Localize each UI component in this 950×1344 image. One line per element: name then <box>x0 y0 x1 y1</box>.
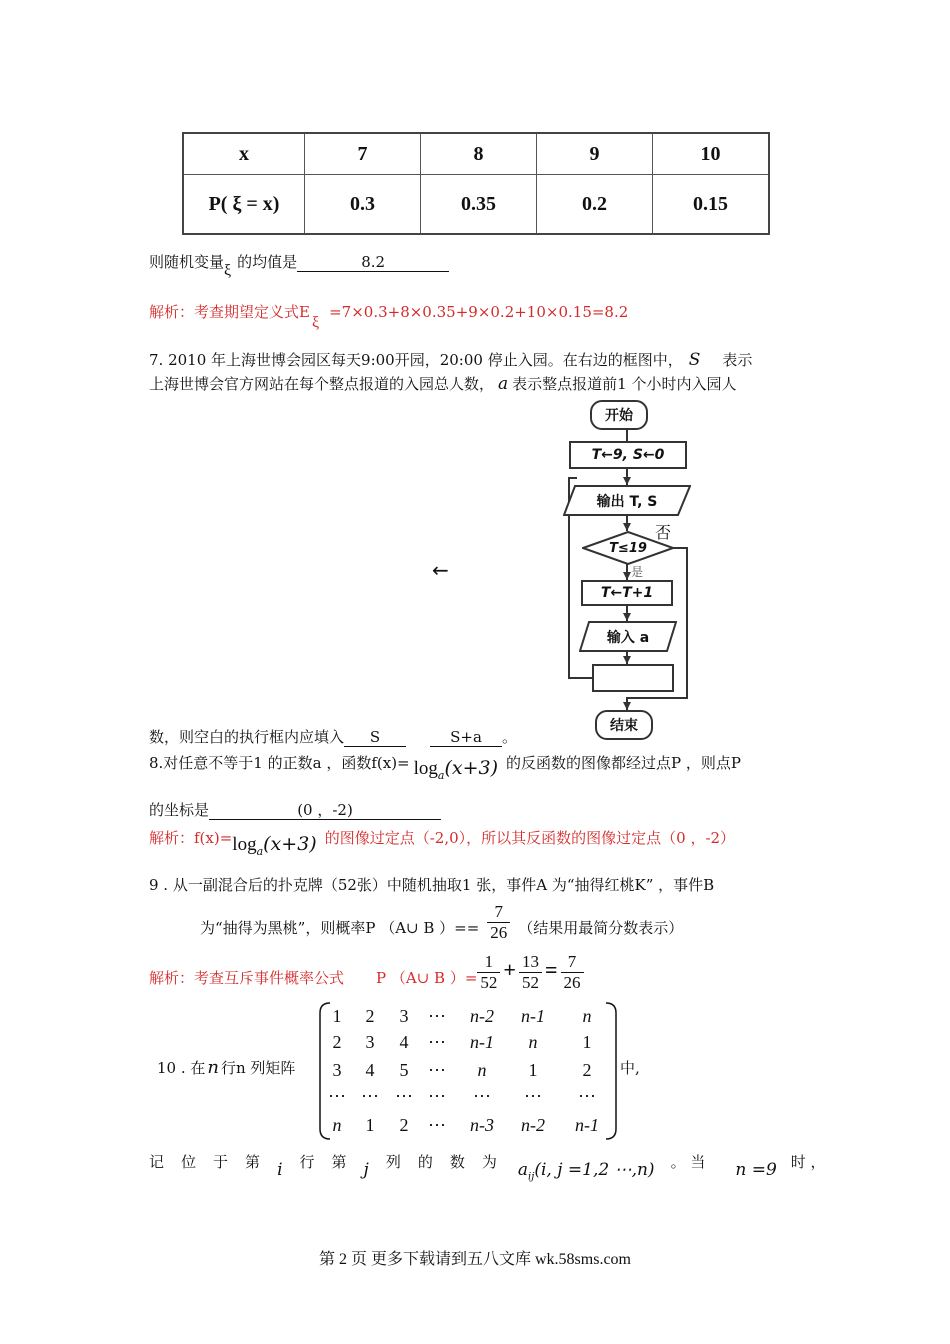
q9-line-2 <box>200 902 683 943</box>
q8-analysis-log-base: a <box>256 844 264 858</box>
flowchart-end: 结束 <box>595 710 653 740</box>
q9-analysis <box>149 952 584 993</box>
matrix-cell: 4 <box>399 1032 409 1052</box>
matrix-cell: ⋯ <box>428 1115 446 1135</box>
matrix-cell: n <box>528 1032 538 1052</box>
q9-plus: + <box>503 956 516 982</box>
q9-fraction-2 <box>519 952 542 993</box>
table-cell-p: 0.3 <box>305 175 421 235</box>
q9-f2-num: 13 <box>519 952 542 973</box>
matrix-cell: n <box>477 1060 487 1080</box>
q8-line-1 <box>149 752 741 780</box>
q9-line2-text: 为“抽得为黑桃”，则概率P （A∪ B ）== <box>200 918 480 937</box>
matrix-cell: n-1 <box>470 1032 494 1052</box>
table-cell-p: 0.2 <box>537 175 653 235</box>
matrix-cell: n-1 <box>575 1115 599 1135</box>
q9-equals: = <box>544 956 558 982</box>
q8-analysis-log-arg: (x+3) <box>263 833 317 855</box>
q9-f2-den: 52 <box>521 973 539 992</box>
q7-line-2 <box>149 374 736 394</box>
flowchart-blank-box <box>592 664 674 692</box>
q9-analysis-formula: P （A∪ B ）= <box>376 968 478 987</box>
q10-line-1 <box>157 1058 295 1078</box>
matrix-cell: ⋯ <box>361 1086 379 1106</box>
q9-f3-num: 7 <box>561 952 584 973</box>
q9-answer-fraction <box>487 902 510 943</box>
flowchart-input: 输入 a <box>606 629 650 646</box>
table-cell-x: 7 <box>305 133 421 175</box>
q7-line-1 <box>149 350 752 370</box>
q10-aij: a <box>517 1160 529 1180</box>
q6-analysis-formula: =7×0.3+8×0.35+9×0.2+10×0.15=8.2 <box>329 303 629 321</box>
matrix-cell: n-1 <box>521 1006 545 1026</box>
q6-analysis-prefix: 解析：考查期望定义式E <box>149 303 310 321</box>
flowchart-output: 输出 T, S <box>596 493 658 510</box>
q10-word: 行 <box>299 1153 315 1171</box>
q9-f1-den: 52 <box>480 973 498 992</box>
table-row-x <box>183 133 769 175</box>
q10-word: 时 ， <box>790 1153 826 1171</box>
matrix-cell: 2 <box>332 1032 342 1052</box>
matrix-cell: 2 <box>399 1115 409 1135</box>
q9-line2-end: （结果用最简分数表示） <box>518 918 684 937</box>
q10-word: 的 <box>417 1153 433 1171</box>
q8-line-2 <box>149 800 441 820</box>
matrix-cell: ⋯ <box>428 1060 446 1080</box>
q8-analysis-log <box>232 833 317 858</box>
table-header-p: P( ξ = x) <box>183 175 305 235</box>
q6-answer: 8.2 <box>297 253 449 272</box>
q10-word: 数 <box>449 1153 465 1171</box>
q6-question-line <box>149 252 449 279</box>
matrix-cell: ⋯ <box>328 1086 346 1106</box>
matrix-cell: 4 <box>365 1060 375 1080</box>
q7-line2-end: 表示整点报道前1 个小时内入园人 <box>512 375 737 393</box>
q8-analysis-end: 的图像过定点（-2,0），所以其反函数的图像过定点（0 ，-2） <box>324 829 736 847</box>
matrix-cell: ⋯ <box>578 1086 596 1106</box>
q8-line2-text: 的坐标是 <box>149 801 210 819</box>
q8-analysis <box>149 827 736 858</box>
q10-word: 第 <box>331 1153 347 1171</box>
table-cell-x: 9 <box>537 133 653 175</box>
q8-line1-end: 的反函数的图像都经过点P ，则点P <box>506 754 741 772</box>
matrix-cell: 1 <box>582 1032 592 1052</box>
flowchart-yes-label: 是 <box>631 565 644 579</box>
probability-table <box>182 132 770 235</box>
table-header-x: x <box>183 133 305 175</box>
q8-log-expression <box>413 757 499 782</box>
table-cell-p: 0.15 <box>653 175 770 235</box>
q7-var-s: S <box>688 350 701 370</box>
q9-answer-num: 7 <box>487 902 510 923</box>
q10-word: 为 <box>481 1153 497 1171</box>
q10-word: 列 <box>385 1153 401 1171</box>
q9-fraction-3 <box>561 952 584 993</box>
matrix <box>312 1000 618 1142</box>
flowchart-start: 开始 <box>590 400 648 430</box>
q10-word: 。 当 <box>670 1153 706 1171</box>
left-arrow: ← <box>432 558 449 582</box>
matrix-cell: n-2 <box>521 1115 545 1135</box>
q10-n-equals: n =9 <box>735 1160 777 1180</box>
q7-line1-text: 7. 2010 年上海世博会园区每天9:00开园，20:00 停止入园。在右边的框图中， <box>149 351 683 369</box>
q7-line3-text: 数，则空白的执行框内应填入 <box>149 728 345 746</box>
matrix-cell: ⋯ <box>524 1086 542 1106</box>
q7-answer-sa: S+a <box>430 728 502 747</box>
flowchart-condition: T≤19 <box>609 540 647 556</box>
q6-analysis <box>149 302 629 331</box>
matrix-cell: n <box>582 1006 592 1026</box>
q10-word: 第 <box>245 1153 261 1171</box>
q8-analysis-text: 解析：f(x)= <box>149 829 233 847</box>
q9-analysis-text: 解析：考查互斥事件概率公式 <box>149 968 345 987</box>
q9-f3-den: 26 <box>563 973 581 992</box>
flowchart-no-label: 否 <box>655 523 672 542</box>
q7-line3-end: 。 <box>502 728 518 746</box>
q9-line-1: 9 . 从一副混合后的扑克牌（52张）中随机抽取1 张，事件A 为“抽得红桃K” ，事件B <box>149 876 715 894</box>
q10-var-n: n <box>207 1057 219 1078</box>
table-cell-p: 0.35 <box>421 175 537 235</box>
q10-aij-sub: ij <box>528 1171 535 1183</box>
q6-prefix: 则随机变量 <box>149 253 225 271</box>
table-cell-x: 10 <box>653 133 770 175</box>
q6-suffix: 的均值是 <box>237 253 298 271</box>
q10-mid-text: 行n 列矩阵 <box>221 1059 296 1077</box>
q9-answer-den: 26 <box>490 923 508 942</box>
matrix-cell: ⋯ <box>428 1086 446 1106</box>
q7-answer-s: S <box>344 728 406 747</box>
page-footer: 第 2 页 更多下载请到五八文库 wk.58sms.com <box>318 1251 631 1268</box>
matrix-cell: ⋯ <box>428 1032 446 1052</box>
q10-prefix: 10 . 在 <box>157 1059 206 1077</box>
matrix-cell: 1 <box>528 1060 538 1080</box>
q9-fraction-1 <box>477 952 500 993</box>
q10-line-2 <box>149 1152 826 1183</box>
matrix-cell: 2 <box>582 1060 592 1080</box>
matrix-cell: ⋯ <box>473 1086 491 1106</box>
matrix-cell: n-2 <box>470 1006 494 1026</box>
matrix-cell: 3 <box>332 1060 342 1080</box>
q10-var-j: j <box>363 1160 369 1180</box>
q6-analysis-xi: ξ <box>311 314 320 331</box>
q6-xi-symbol: ξ <box>224 262 232 279</box>
matrix-cell: 5 <box>399 1060 409 1080</box>
q10-word: 于 <box>213 1153 229 1171</box>
flowchart-increment: T←T+1 <box>581 580 673 606</box>
table-cell-x: 8 <box>421 133 537 175</box>
q8-log: log <box>413 758 438 779</box>
q10-var-i: i <box>277 1160 283 1180</box>
q10-word: 记 <box>149 1153 165 1171</box>
matrix-cell: ⋯ <box>428 1006 446 1026</box>
q10-aij-args: (i, j =1,2 ⋯,n) <box>534 1160 655 1180</box>
q10-aij-expression <box>517 1160 655 1183</box>
matrix-cell: n <box>332 1115 342 1135</box>
q9-f1-num: 1 <box>477 952 500 973</box>
q8-log-base: a <box>437 768 445 782</box>
matrix-cell: 3 <box>399 1006 409 1026</box>
matrix-cell: 3 <box>365 1032 375 1052</box>
q7-line2-text: 上海世博会官方网站在每个整点报道的入园总人数， <box>149 375 495 393</box>
q8-analysis-log-func: log <box>232 834 257 855</box>
matrix-cell: n-3 <box>470 1115 494 1135</box>
flowchart-init: T←9, S←0 <box>569 441 687 469</box>
q8-answer: (0 ，-2) <box>209 801 441 820</box>
flowchart <box>555 398 705 743</box>
matrix-cell: ⋯ <box>395 1086 413 1106</box>
q10-suffix: 中, <box>620 1059 640 1077</box>
q10-word: 位 <box>181 1153 197 1171</box>
matrix-cell: 1 <box>332 1006 342 1026</box>
q7-var-a: a <box>498 374 509 394</box>
table-row-p <box>183 175 769 235</box>
q8-line1-text: 8.对任意不等于1 的正数a ，函数f(x)= <box>149 754 410 772</box>
q7-line-3 <box>149 727 517 747</box>
matrix-cell: 1 <box>365 1115 375 1135</box>
q8-log-arg: (x+3) <box>444 757 499 779</box>
matrix-cell: 2 <box>365 1006 375 1026</box>
q7-line1-end: 表示 <box>722 351 753 369</box>
